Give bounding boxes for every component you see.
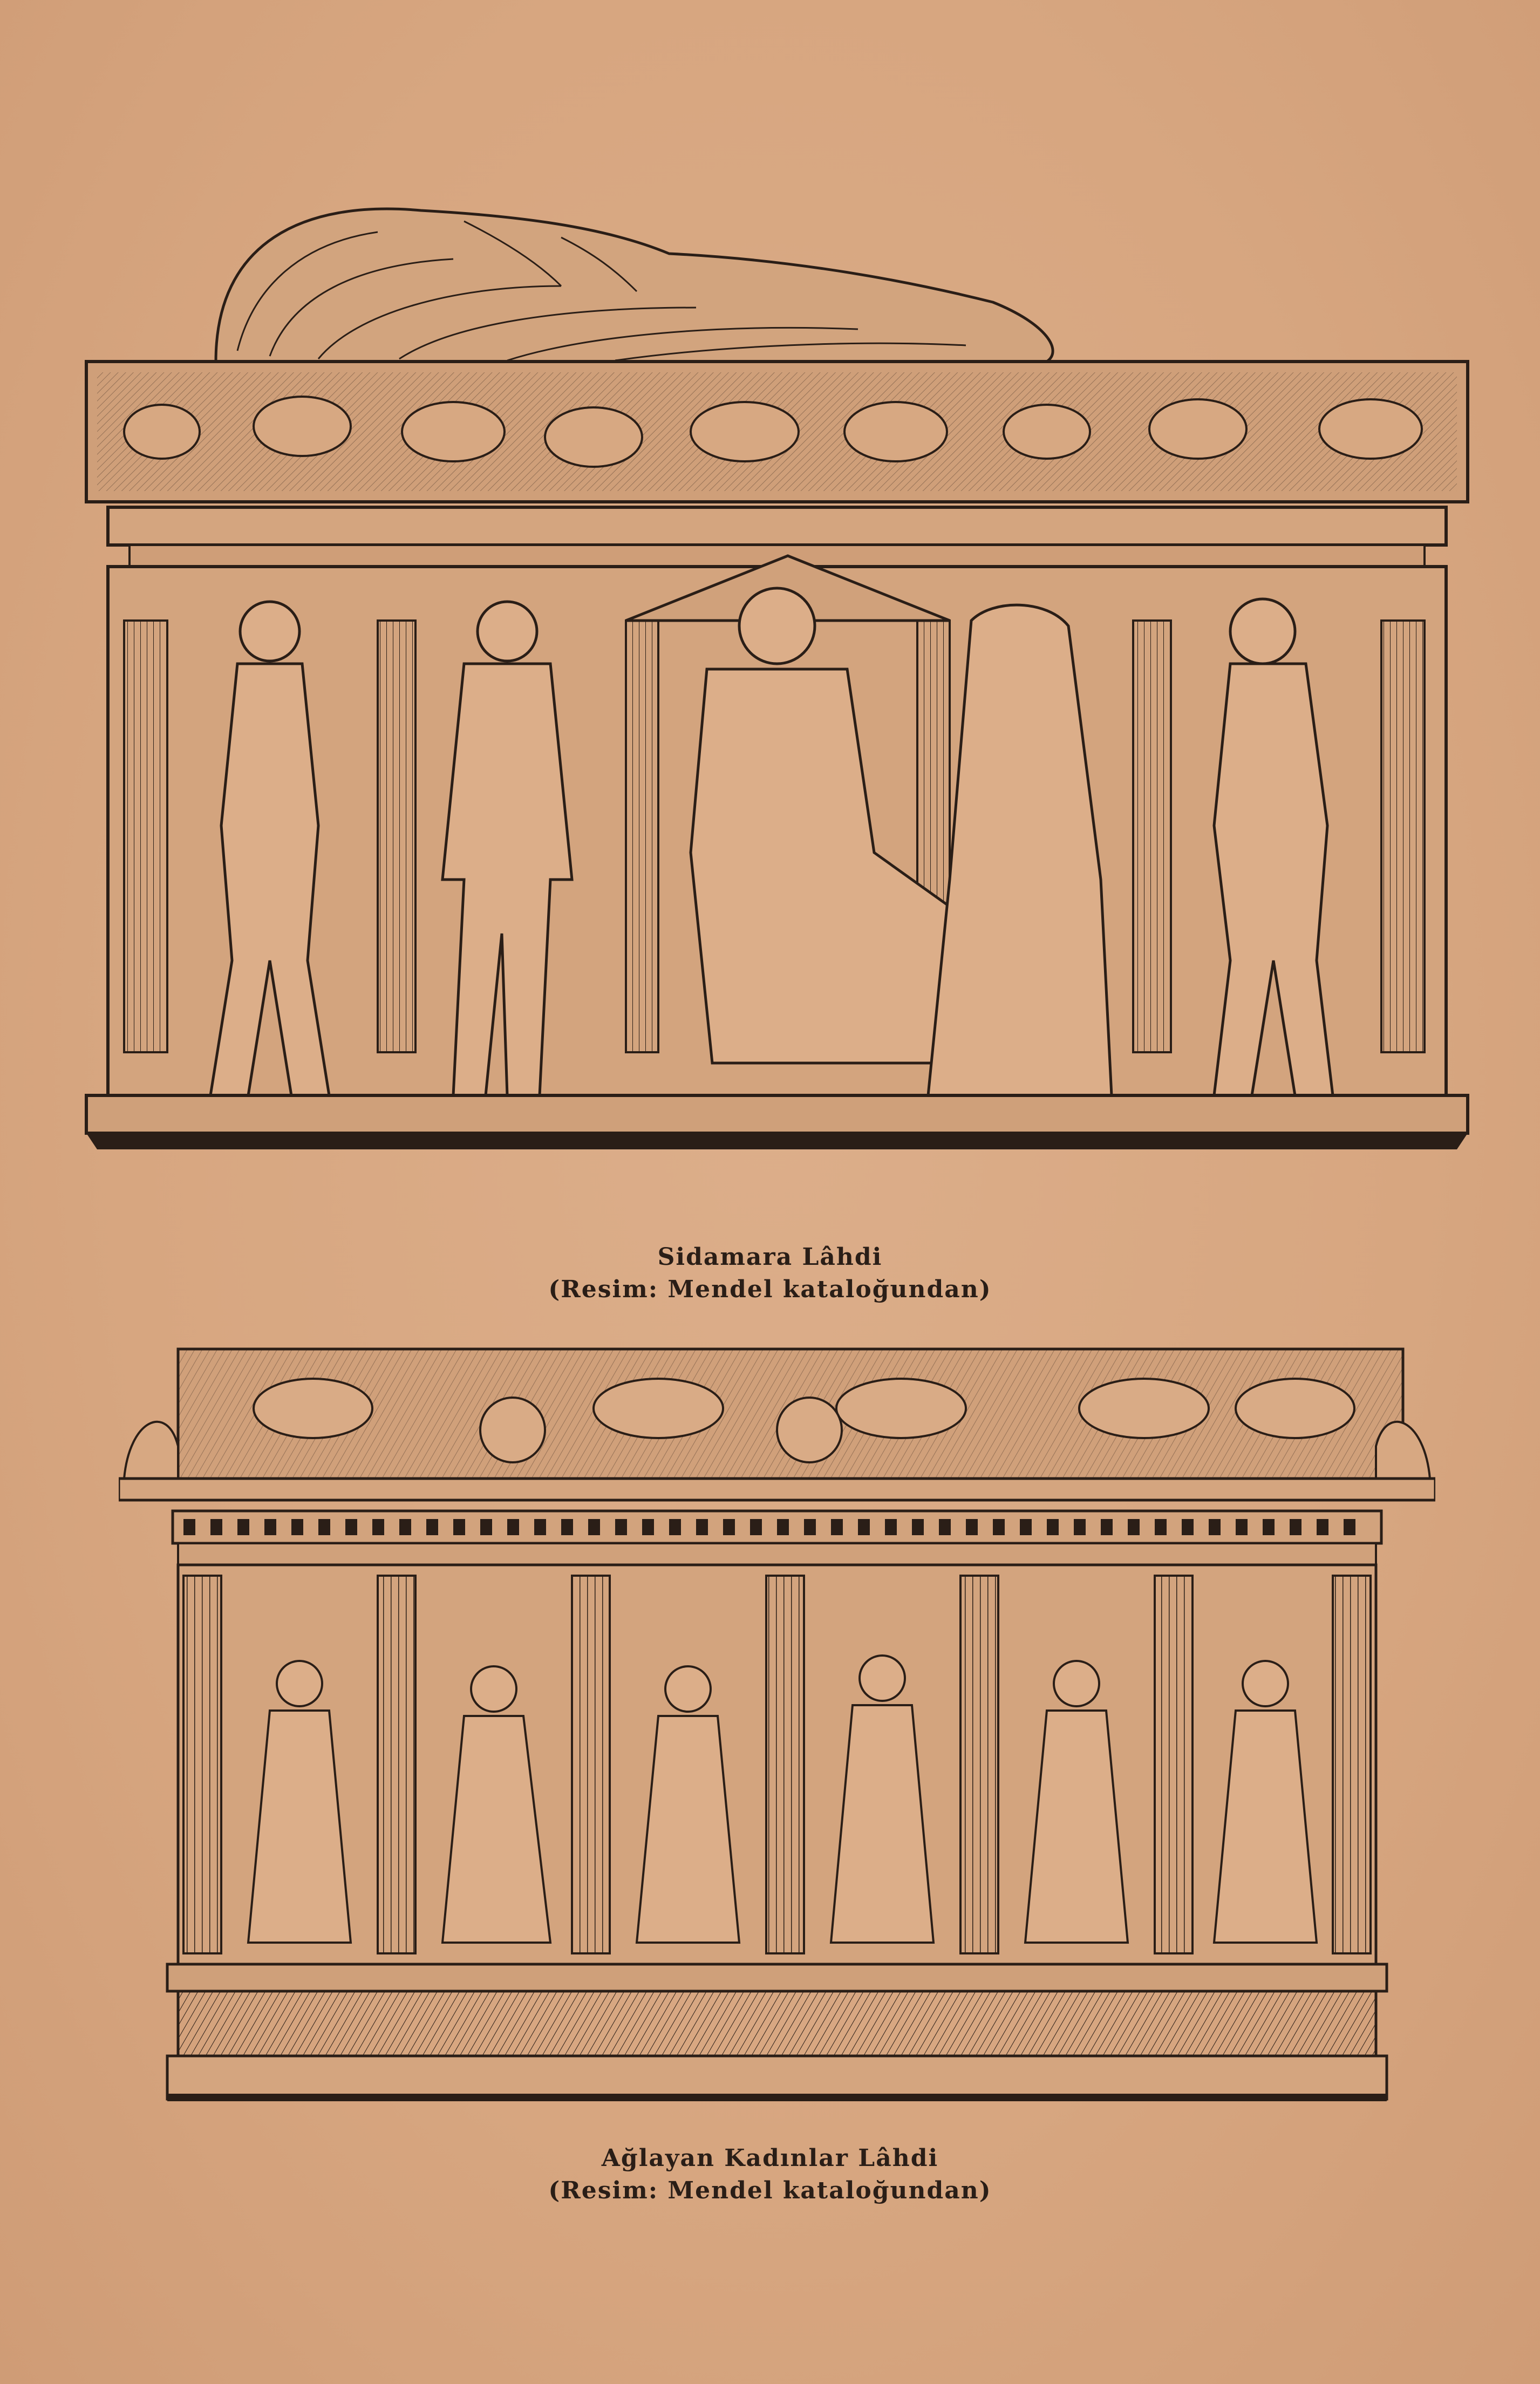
- sidamara-sarcophagus-illustration: [76, 178, 1478, 1203]
- mourning-women-caption-source: (Resim: Mendel kataloğundan): [548, 2177, 992, 2204]
- mourning-women-svg: [119, 1338, 1435, 2137]
- sidamara-svg: [76, 178, 1478, 1203]
- sidamara-caption-source: (Resim: Mendel kataloğundan): [548, 1276, 992, 1303]
- sidamara-caption: [0, 1241, 1540, 1306]
- mourning-women-caption: [0, 2142, 1540, 2207]
- sidamara-caption-title: Sidamara Lâhdi: [657, 1243, 883, 1271]
- mourning-women-sarcophagus-illustration: [119, 1338, 1435, 2137]
- mourning-women-caption-title: Ağlayan Kadınlar Lâhdi: [601, 2144, 939, 2172]
